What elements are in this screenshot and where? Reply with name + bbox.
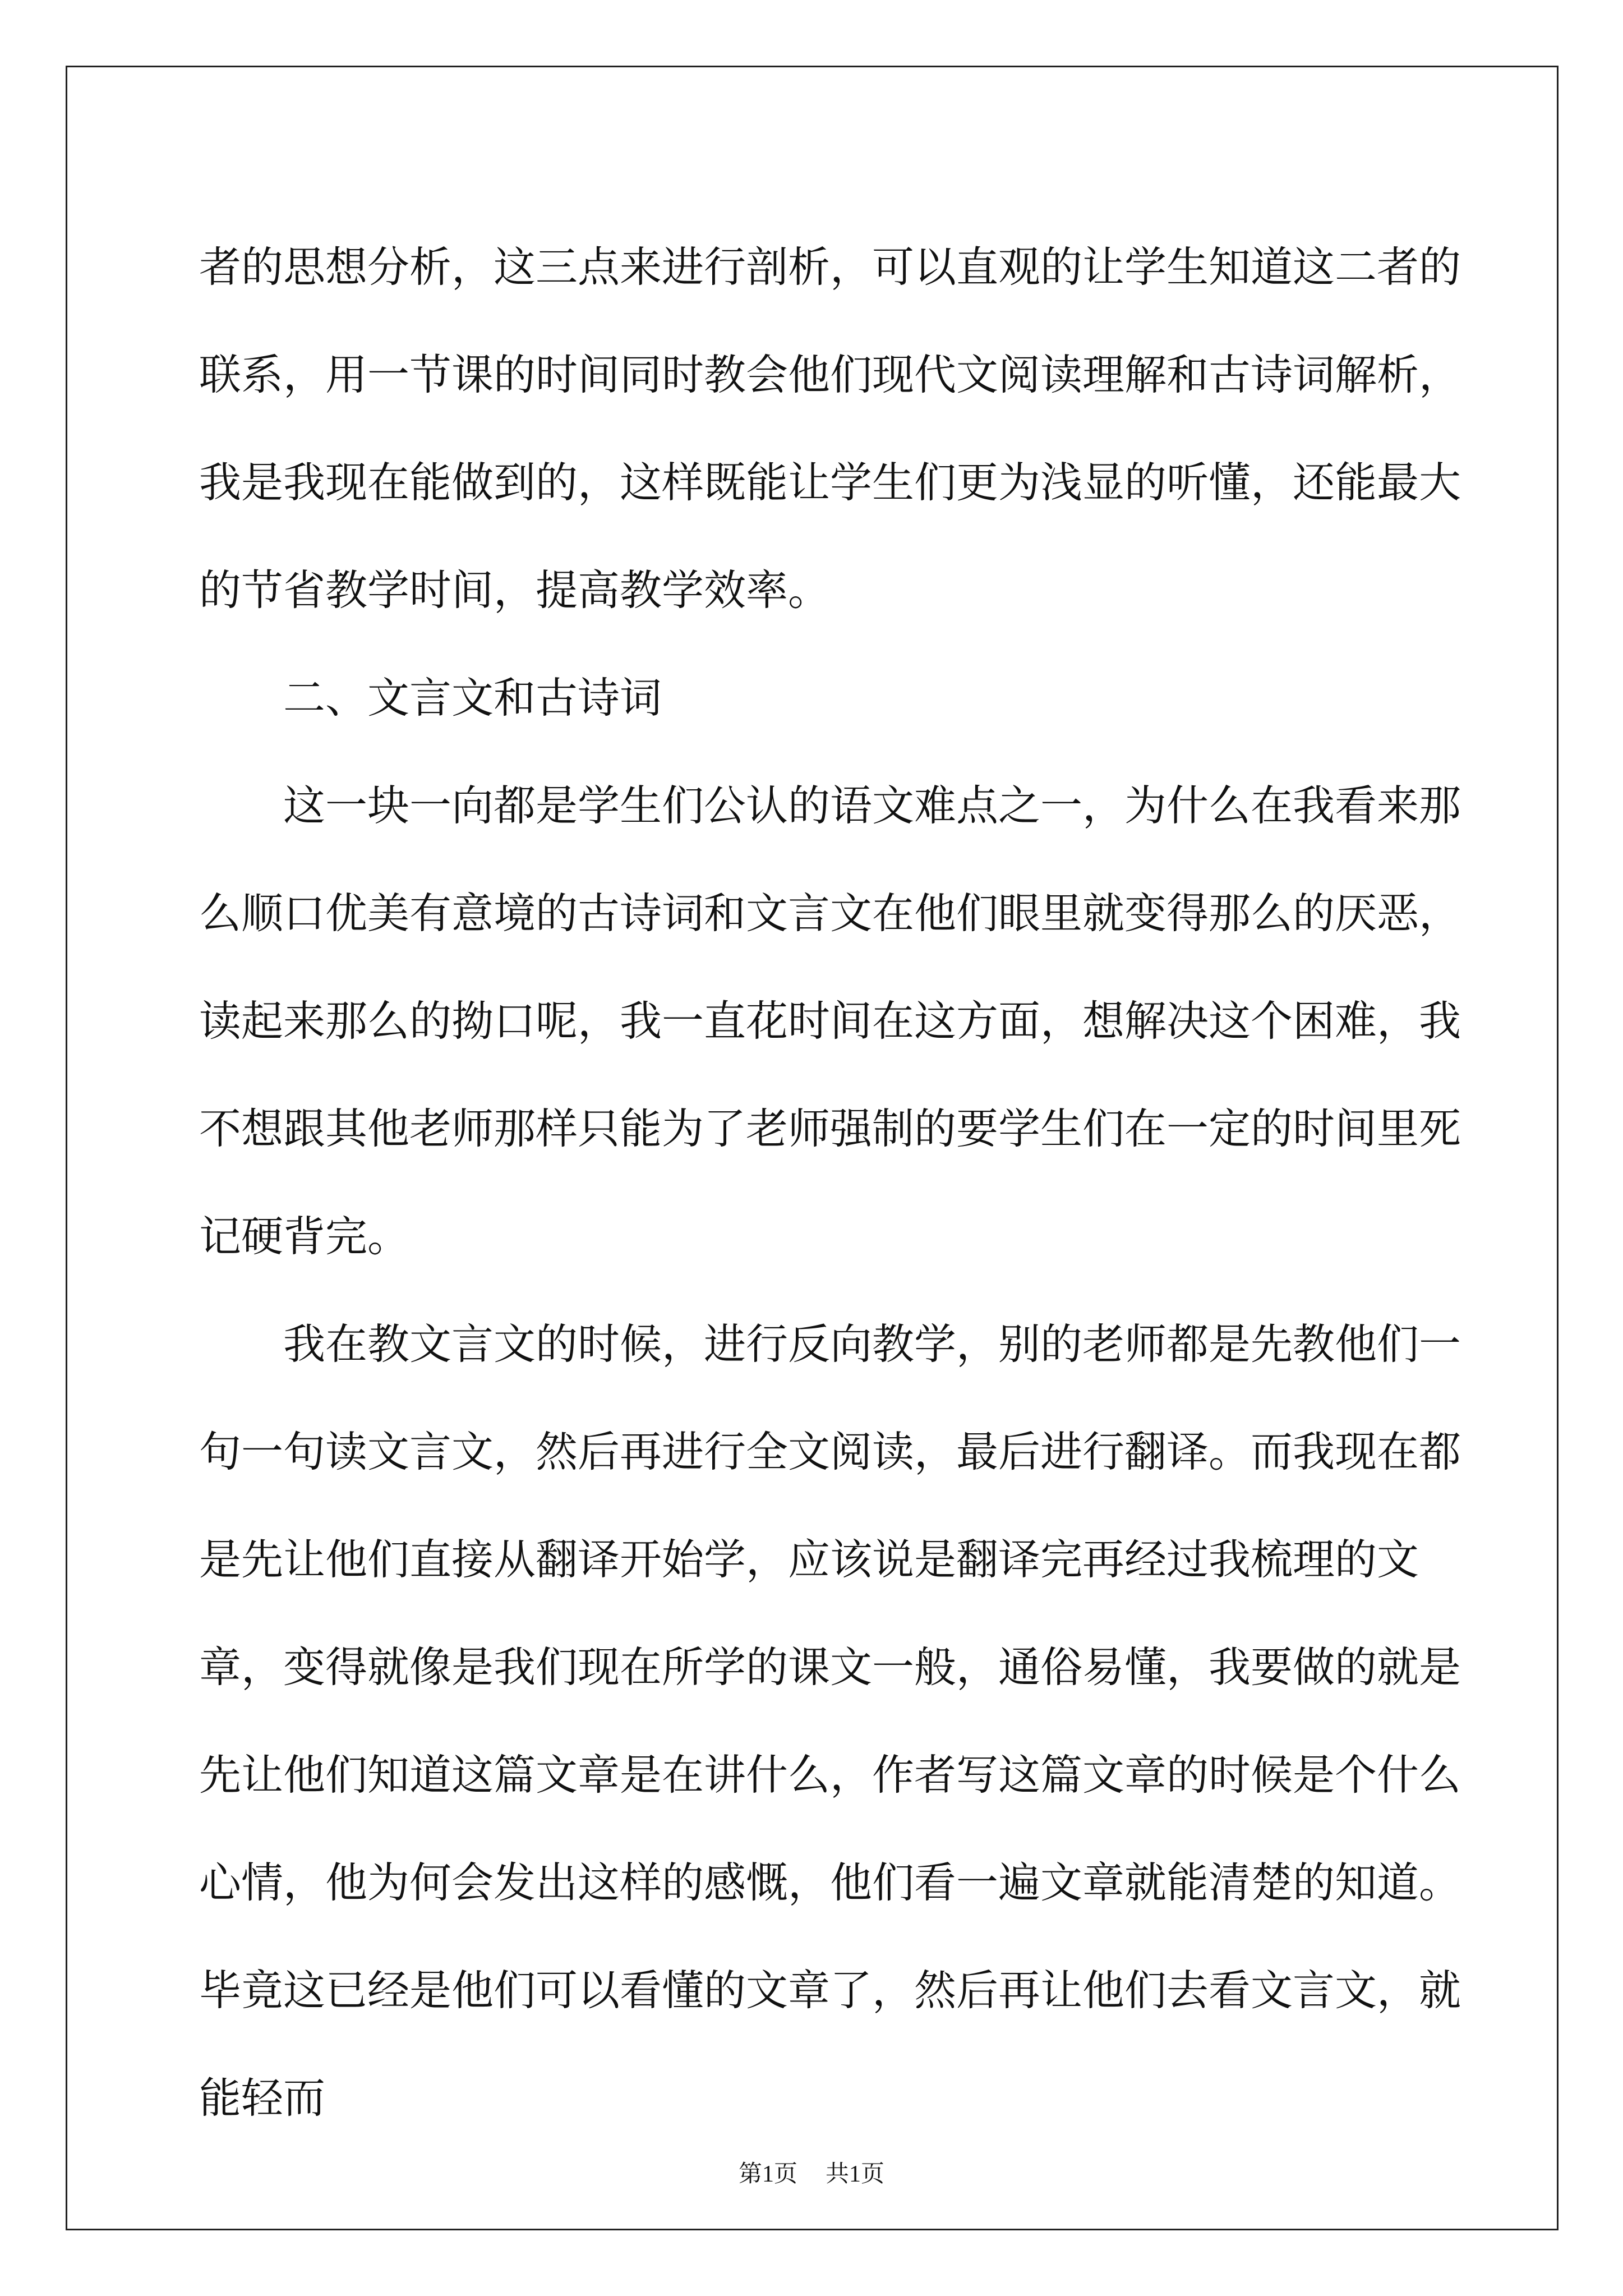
document-body [199, 213, 1461, 2152]
page-footer [0, 2155, 1623, 2189]
paragraph: 这一块一向都是学生们公认的语文难点之一，为什么在我看来那么顺口优美有意境的古诗词和文言文在他们眼里就变得那么的厌恶，读起来那么的拗口呢，我一直花时间在这方面，想解决这个困难，我不想跟其他老师那样只能为了老师强制的要学生们在一定的时间里死记硬背完。 [199, 781, 1461, 1261]
paragraph-continuation: 者的思想分析，这三点来进行剖析，可以直观的让学生知道这二者的联系，用一节课的时间同时教会他们现代文阅读理解和古诗词解析，我是我现在能做到的，这样既能让学生们更为浅显的听懂，还能最大的节省教学时间，提高教学效率。 [199, 242, 1461, 615]
page-total: 共1页 [826, 2161, 885, 2187]
section-heading: 二、文言文和古诗词 [283, 673, 662, 723]
paragraph: 我在教文言文的时候，进行反向教学，别的老师都是先教他们一句一句读文言文，然后再进行全文阅读，最后进行翻译。而我现在都是先让他们直接从翻译开始学，应该说是翻译完再经过我梳理的文章，变得就像是我们现在所学的课文一般，通俗易懂，我要做的就是先让他们知道这篇文章是在讲什么，作者写这篇文章的时候是个什么心情，他为何会发出这样的感慨，他们看一遍文章就能清楚的知道。毕竟这已经是他们可以看懂的文章了，然后再让他们去看文言文，就能轻而 [199, 1319, 1461, 2123]
page-number: 第1页 [738, 2161, 797, 2187]
